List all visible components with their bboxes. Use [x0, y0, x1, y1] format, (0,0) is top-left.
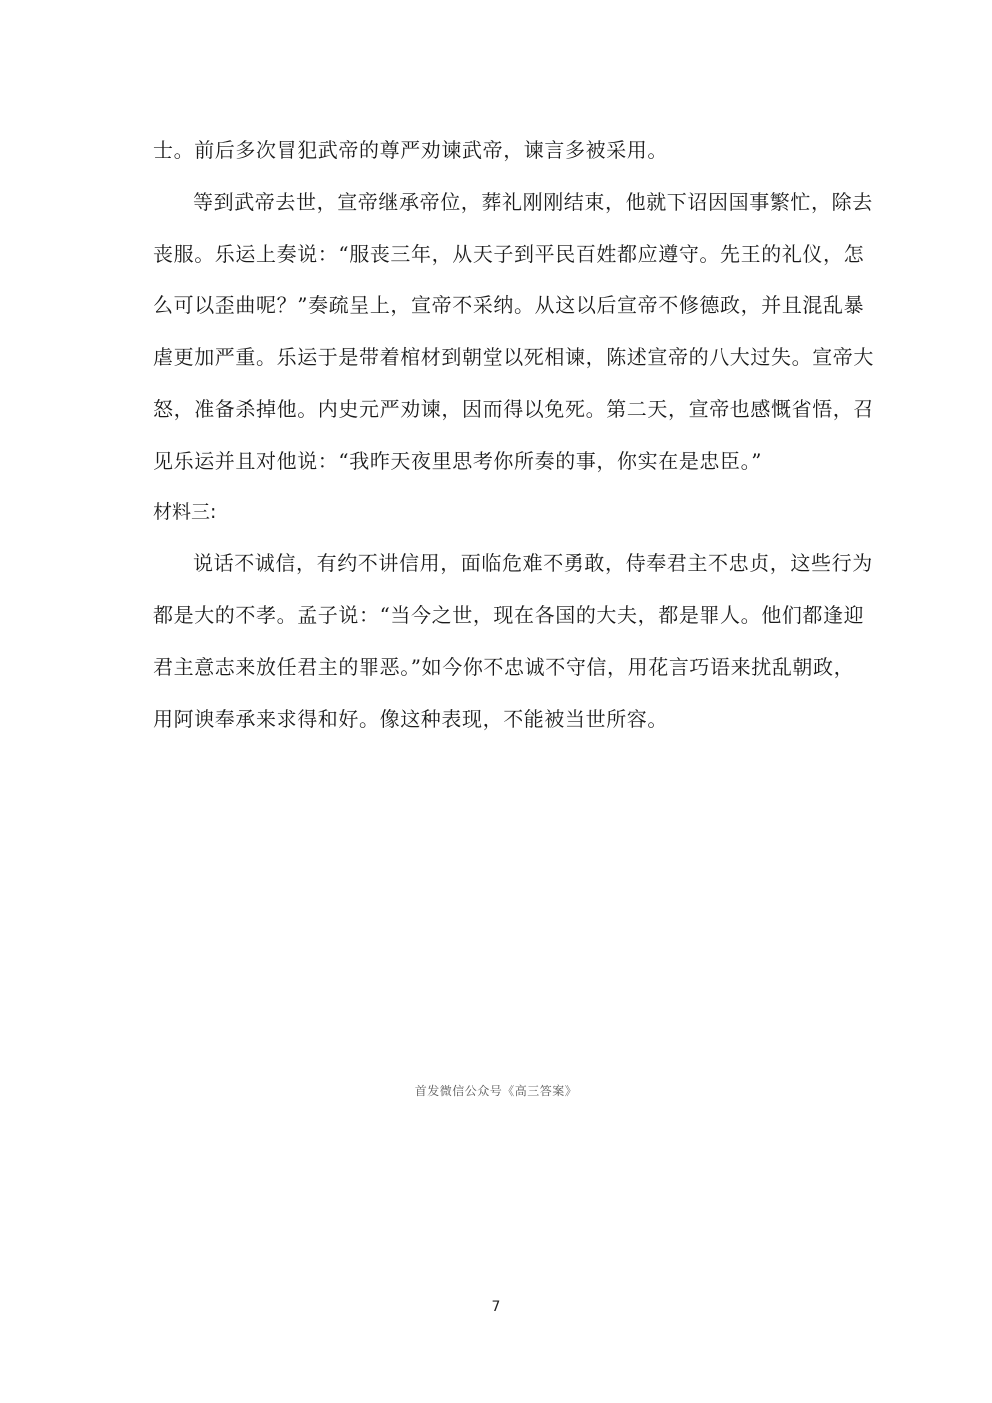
text-line: 都是大的不孝。孟子说：“当今之世，现在各国的大夫，都是罪人。他们都逢迎: [153, 603, 865, 627]
text-line: 见乐运并且对他说：“我昨天夜里思考你所奏的事，你实在是忠臣。”: [153, 449, 763, 473]
text-line: 说话不诚信，有约不讲信用，面临危难不勇敢，侍奉君主不忠贞，这些行为: [193, 551, 873, 575]
text-line: 怒，准备杀掉他。内史元严劝谏，因而得以免死。第二天，宣帝也感慨省悟，召: [153, 397, 874, 421]
footer-note: 首发微信公众号《高三答案》: [414, 1084, 578, 1098]
section-heading: 材料三:: [153, 501, 217, 523]
text-line: 虐更加严重。乐运于是带着棺材到朝堂以死相谏，陈述宣帝的八大过失。宣帝大: [153, 345, 874, 369]
page-number: 7: [491, 1299, 501, 1315]
text-line: 等到武帝去世，宣帝继承帝位，葬礼刚刚结束，他就下诏因国事繁忙，除去: [193, 190, 873, 214]
text-line: 么可以歪曲呢？”奏疏呈上，宣帝不采纳。从这以后宣帝不修德政，并且混乱暴: [153, 293, 865, 317]
text-line: 用阿谀奉承来求得和好。像这种表现，不能被当世所容。: [153, 707, 668, 731]
text-line: 君主意志来放任君主的罪恶。”如今你不忠诚不守信，用花言巧语来扰乱朝政，: [153, 655, 855, 679]
text-line: 士。前后多次冒犯武帝的尊严劝谏武帝，谏言多被采用。: [153, 138, 668, 162]
text-line: 丧服。乐运上奏说：“服丧三年，从天子到平民百姓都应遵守。先王的礼仪，怎: [153, 242, 865, 266]
